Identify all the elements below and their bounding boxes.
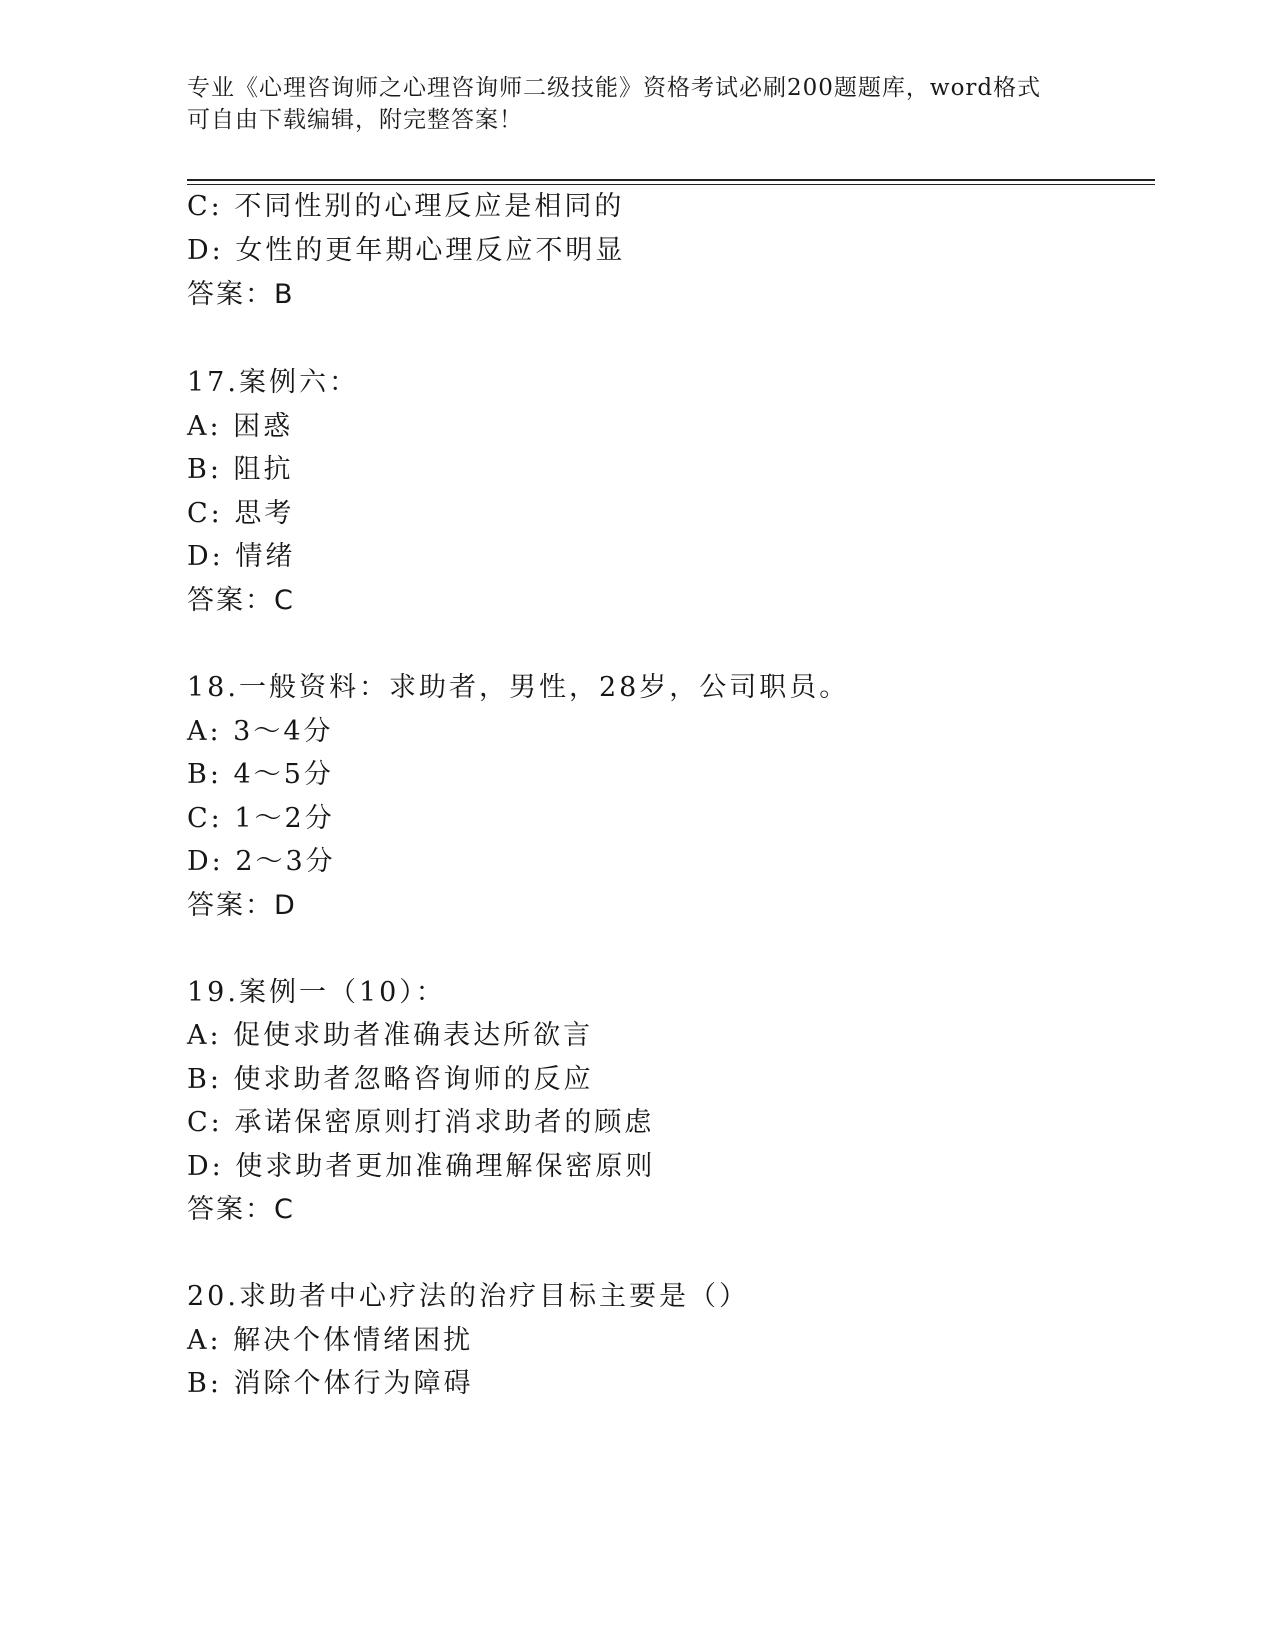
question-19-stem: 19.案例一（10）： [187,977,446,1008]
header-line-2: 可自由下载编辑，附完整答案！ [187,107,523,133]
question-18-option-a: A: 3～4分 [187,716,334,747]
prev-option-c: C: 不同性别的心理反应是相同的 [187,191,625,222]
question-18-stem: 18.一般资料：求助者，男性，28岁，公司职员。 [187,672,850,703]
question-17-stem: 17.案例六： [187,367,359,398]
question-17-answer: 答案：C [187,585,295,616]
question-17-option-b: B: 阻抗 [187,454,294,485]
question-17-option-c: C: 思考 [187,498,295,529]
question-18-option-d: D: 2～3分 [187,846,336,877]
question-17-option-d: D: 情绪 [187,541,296,572]
question-19-option-a: A: 促使求助者准确表达所欲言 [187,1020,594,1051]
question-17-option-a: A: 困惑 [187,411,294,442]
header-rule-thin [187,184,1155,185]
prev-option-d: D: 女性的更年期心理反应不明显 [187,235,626,266]
question-20-option-b: B: 消除个体行为障碍 [187,1368,474,1399]
question-18-option-c: C: 1～2分 [187,803,335,834]
header-line-1: 专业《心理咨询师之心理咨询师二级技能》资格考试必刷200题题库，word格式 [187,75,1042,101]
question-19-option-d: D: 使求助者更加准确理解保密原则 [187,1151,656,1182]
question-20-stem: 20.求助者中心疗法的治疗目标主要是（） [187,1281,749,1312]
question-18-option-b: B: 4～5分 [187,759,334,790]
question-18-answer: 答案：D [187,890,297,921]
question-20-option-a: A: 解决个体情绪困扰 [187,1325,474,1356]
prev-answer: 答案：B [187,279,295,310]
question-19-answer: 答案：C [187,1194,295,1225]
question-19-option-b: B: 使求助者忽略咨询师的反应 [187,1064,594,1095]
header-rule-thick [187,179,1155,181]
document-header [187,72,1087,136]
question-19-option-c: C: 承诺保密原则打消求助者的顾虑 [187,1107,655,1138]
